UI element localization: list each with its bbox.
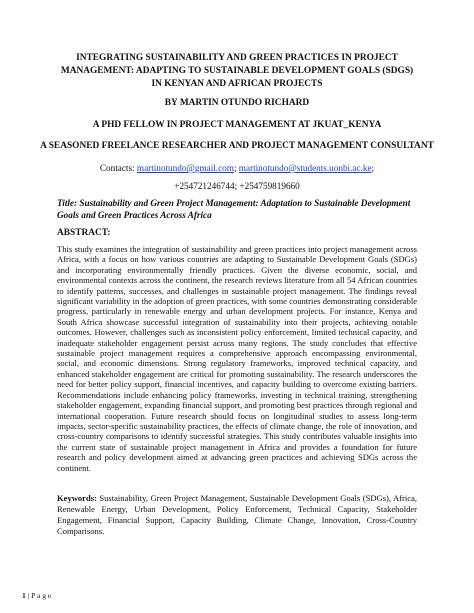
author-role: A SEASONED FREELANCE RESEARCHER AND PROJECT MANAGEMENT CONSULTANT: [40, 141, 434, 151]
contacts-label: Contacts:: [99, 163, 137, 173]
keywords-paragraph: [57, 493, 417, 537]
abstract-heading: ABSTRACT:: [57, 228, 111, 238]
author-affiliation: A PHD FELLOW IN PROJECT MANAGEMENT AT JKUAT_KENYA: [92, 120, 382, 130]
contacts-line: [40, 162, 434, 174]
title-line: MANAGEMENT: ADAPTING TO SUSTAINABLE DEVELOPMENT GOALS (SDGS): [60, 66, 414, 76]
footer-separator: |: [25, 591, 32, 600]
document-title: [40, 52, 434, 91]
contacts-separator: ;: [233, 163, 239, 173]
title-line: IN KENYAN AND AFRICAN PROJECTS: [151, 79, 323, 89]
author-byline: BY MARTIN OTUNDO RICHARD: [164, 98, 310, 108]
keywords-list: Sustainability, Green Project Management, Sustainable Development Goals (SDGs), Africa, Renewable Energy, Urban Development, Policy Enforcement, Technical Capacity, Stakeholder Engagement, Financial Support, Capacity Building, Climate Change, Innovation, Cross-Country Comparisons.: [57, 493, 417, 536]
abstract-text: This study examines the integration of sustainability and green practices into project management across Africa, with a focus on how various countries are adapting to Sustainable Development Goals (SDGs) and incorporating environmentally friendly practices. Given the diverse economic, social, and environmental contexts across the continent, the research reviews literature from all 54 African countries to identify patterns, successes, and challenges in sustainable project management. The findings reveal significant variability in the adoption of green practices, with some countries demonstrating considerable progress, particularly in renewable energy and urban development projects. For instance, Kenya and South Africa showcase successful integration of sustainability into their projects, achieving notable outcomes. However, challenges such as inconsistent policy enforcement, limited technical capacity, and inadequate stakeholder engagement persist across many regions. The study concludes that effective sustainable project management requires a comprehensive approach encompassing environmental, social, and economic dimensions. Strong regulatory frameworks, improved technical capacity, and enhanced stakeholder engagement are critical for promoting sustainability. The research underscores the need for better policy support, financial incentives, and capacity building to overcome existing barriers. Recommendations include enhancing policy frameworks, investing in technical training, strengthening stakeholder engagement, expanding financial support, and promoting best practices through regional and international cooperation. Future research should focus on longitudinal studies to assess long-term impacts, sector-specific sustainability practices, the effects of climate change, the role of innovation, and cross-country comparisons to identify successful strategies. This study contributes valuable insights into the current state of sustainable project management in Africa and provides a foundation for future research and policy development aimed at advancing green practices and achieving SDGs across the continent.: [57, 244, 417, 473]
title-line: INTEGRATING SUSTAINABILITY AND GREEN PRACTICES IN PROJECT: [76, 53, 398, 63]
phone-numbers: +254721246744; +254759819660: [174, 181, 300, 191]
email-link-gmail[interactable]: martinotundo@gmail.com: [136, 163, 234, 173]
contacts-end: ;: [371, 163, 375, 173]
page-number: 1: [22, 591, 26, 600]
page-word: P a g e: [31, 591, 52, 600]
page-footer: [22, 591, 51, 601]
email-link-uonbi[interactable]: martinotundo@students.uonbi.ac.ke: [238, 163, 372, 173]
paper-title: Title: Sustainability and Green Project Management: Adaptation to Sustainable Development Goals and Green Practices Across Africa: [57, 198, 411, 220]
keywords-label: Keywords:: [57, 493, 97, 503]
